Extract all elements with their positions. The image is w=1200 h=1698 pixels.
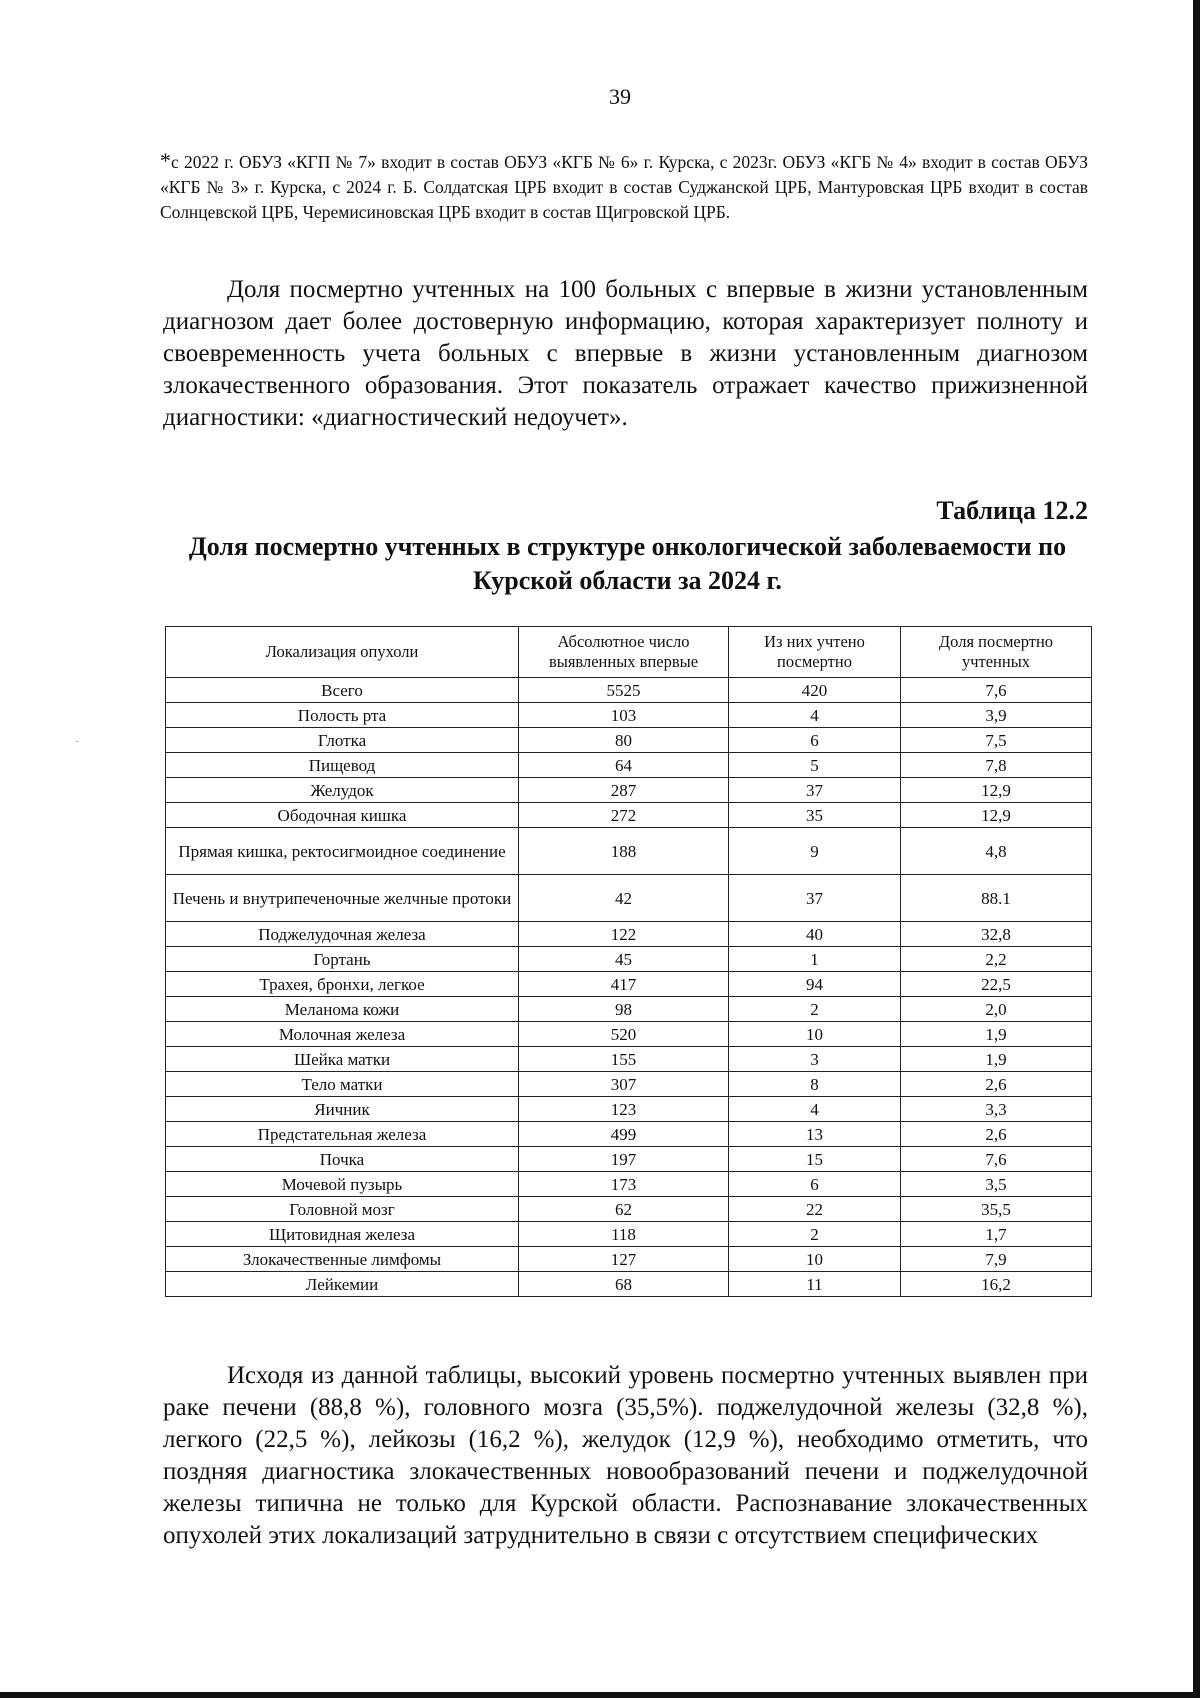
table-row [166,1222,1092,1247]
cell-localization: Глотка [166,728,519,753]
cell-posthumous: 22 [729,1197,901,1222]
cell-posthumous: 5 [729,753,901,778]
header-share: Доля посмертно учтенных [901,627,1092,678]
cell-posthumous: 2 [729,997,901,1022]
cell-absolute: 68 [519,1272,729,1297]
cell-posthumous: 3 [729,1047,901,1072]
cell-localization: Лейкемии [166,1272,519,1297]
cell-posthumous: 2 [729,1222,901,1247]
cell-localization: Головной мозг [166,1197,519,1222]
cell-absolute: 155 [519,1047,729,1072]
cell-localization: Прямая кишка, ректосигмоидное соединение [166,828,519,875]
cell-localization: Полость рта [166,703,519,728]
cell-share: 1,9 [901,1047,1092,1072]
cell-absolute: 173 [519,1172,729,1197]
cell-localization: Всего [166,678,519,703]
cell-absolute: 98 [519,997,729,1022]
cell-share: 7,6 [901,678,1092,703]
cell-share: 22,5 [901,972,1092,997]
cell-absolute: 80 [519,728,729,753]
table-row [166,922,1092,947]
page-number: 39 [609,84,631,109]
table-row [166,1247,1092,1272]
cell-absolute: 197 [519,1147,729,1172]
table-row [166,828,1092,875]
table-row [166,1022,1092,1047]
table-row [166,678,1092,703]
cell-share: 7,9 [901,1247,1092,1272]
cell-posthumous: 35 [729,803,901,828]
cell-localization: Тело матки [166,1072,519,1097]
cell-posthumous: 11 [729,1272,901,1297]
cell-share: 1,7 [901,1222,1092,1247]
table-row [166,1147,1092,1172]
cell-share: 1,9 [901,1022,1092,1047]
cell-share: 7,8 [901,753,1092,778]
header-posthumous: Из них учтено посмертно [729,627,901,678]
cell-absolute: 499 [519,1122,729,1147]
cell-absolute: 103 [519,703,729,728]
cell-localization: Предстательная железа [166,1122,519,1147]
footnote-text: с 2022 г. ОБУЗ «КГП № 7» входит в состав ОБУЗ «КГБ № 6» г. Курска, с 2023г. ОБУЗ «КГБ № 4» входит в состав ОБУЗ «КГБ № 3» г. Курска, с 2024 г. Б. Солдатская ЦРБ входит в состав Суджанской ЦРБ, Мантуровская ЦРБ входит в состав Солнцевской ЦРБ, Черемисиновская ЦРБ входит в состав Щигровской ЦРБ. [160,152,1088,222]
cell-share: 4,8 [901,828,1092,875]
table-row [166,728,1092,753]
paragraph-intro-text: Доля посмертно учтенных на 100 больных с впервые в жизни установленным диагнозом дает более достоверную информацию, которая характеризует полноту и своевременность учета больных с впервые в жизни установленным диагнозом злокачественного образования. Этот показатель отражает качество прижизненной диагностики: «диагностический недоучет». [163,276,1088,431]
cell-absolute: 123 [519,1097,729,1122]
table-body [166,678,1092,1297]
paragraph-intro [163,274,1088,434]
cell-absolute: 287 [519,778,729,803]
cell-share: 88.1 [901,875,1092,922]
cell-localization: Почка [166,1147,519,1172]
table-row [166,778,1092,803]
cell-localization: Шейка матки [166,1047,519,1072]
cell-absolute: 62 [519,1197,729,1222]
cell-absolute: 520 [519,1022,729,1047]
cell-share: 3,3 [901,1097,1092,1122]
cell-localization: Яичник [166,1097,519,1122]
cell-localization: Печень и внутрипеченочные желчные протоки [166,875,519,922]
cell-posthumous: 40 [729,922,901,947]
cell-share: 12,9 [901,803,1092,828]
cell-localization: Гортань [166,947,519,972]
table-row [166,803,1092,828]
cell-share: 2,2 [901,947,1092,972]
cell-localization: Меланома кожи [166,997,519,1022]
cell-share: 32,8 [901,922,1092,947]
data-table [165,626,1092,1297]
table-row [166,1197,1092,1222]
header-localization: Локализация опухоли [166,627,519,678]
cell-share: 12,9 [901,778,1092,803]
cell-posthumous: 4 [729,703,901,728]
cell-absolute: 122 [519,922,729,947]
table-label: Таблица 12.2 [936,496,1088,525]
cell-share: 7,5 [901,728,1092,753]
cell-absolute: 188 [519,828,729,875]
cell-absolute: 5525 [519,678,729,703]
table-row [166,972,1092,997]
table-row [166,875,1092,922]
table-title: Доля посмертно учтенных в структуре онкологической заболеваемости по Курской области за 2024 г. [188,532,1067,595]
cell-posthumous: 1 [729,947,901,972]
table-row [166,997,1092,1022]
cell-localization: Желудок [166,778,519,803]
cell-absolute: 417 [519,972,729,997]
cell-posthumous: 10 [729,1247,901,1272]
paragraph-conclusion [163,1360,1088,1552]
cell-share: 3,5 [901,1172,1092,1197]
cell-absolute: 307 [519,1072,729,1097]
cell-localization: Трахея, бронхи, легкое [166,972,519,997]
table-row [166,1272,1092,1297]
cell-localization: Ободочная кишка [166,803,519,828]
cell-posthumous: 8 [729,1072,901,1097]
table-row [166,1172,1092,1197]
cell-absolute: 42 [519,875,729,922]
cell-absolute: 127 [519,1247,729,1272]
cell-posthumous: 6 [729,1172,901,1197]
cell-localization: Пищевод [166,753,519,778]
cell-absolute: 45 [519,947,729,972]
scan-edge-right [1193,0,1200,1698]
cell-posthumous: 15 [729,1147,901,1172]
cell-localization: Злокачественные лимфомы [166,1247,519,1272]
cell-localization: Мочевой пузырь [166,1172,519,1197]
cell-posthumous: 420 [729,678,901,703]
cell-posthumous: 37 [729,875,901,922]
cell-share: 2,6 [901,1122,1092,1147]
cell-localization: Поджелудочная железа [166,922,519,947]
cell-posthumous: 13 [729,1122,901,1147]
cell-share: 7,6 [901,1147,1092,1172]
cell-posthumous: 94 [729,972,901,997]
table-row [166,703,1092,728]
table-row [166,1047,1092,1072]
cell-posthumous: 10 [729,1022,901,1047]
cell-share: 2,6 [901,1072,1092,1097]
table-row [166,1122,1092,1147]
table-row [166,947,1092,972]
cell-localization: Щитовидная железа [166,1222,519,1247]
table-row [166,1072,1092,1097]
scan-speck: · [75,734,79,748]
cell-posthumous: 4 [729,1097,901,1122]
footnote-mark: * [160,148,171,173]
cell-absolute: 118 [519,1222,729,1247]
cell-absolute: 272 [519,803,729,828]
table-row [166,753,1092,778]
cell-share: 35,5 [901,1197,1092,1222]
cell-absolute: 64 [519,753,729,778]
cell-share: 3,9 [901,703,1092,728]
cell-share: 16,2 [901,1272,1092,1297]
cell-posthumous: 9 [729,828,901,875]
table-header-row [166,627,1092,678]
cell-localization: Молочная железа [166,1022,519,1047]
footnote [160,148,1088,225]
cell-posthumous: 6 [729,728,901,753]
cell-posthumous: 37 [729,778,901,803]
scan-edge-bottom [0,1692,1200,1698]
header-absolute: Абсолютное число выявленных впервые [519,627,729,678]
cell-share: 2,0 [901,997,1092,1022]
table-row [166,1097,1092,1122]
paragraph-conclusion-text: Исходя из данной таблицы, высокий уровень посмертно учтенных выявлен при раке печени (88,8 %), головного мозга (35,5%). поджелудочной железы (32,8 %), легкого (22,5 %), лейкозы (16,2 %), желудок (12,9 %), необходимо отметить, что поздняя диагностика злокачественных новообразований печени и поджелудочной железы типична не только для Курской области. Распознавание злокачественных опухолей этих локализаций затруднительно в связи с отсутствием специфических [163,1362,1088,1549]
